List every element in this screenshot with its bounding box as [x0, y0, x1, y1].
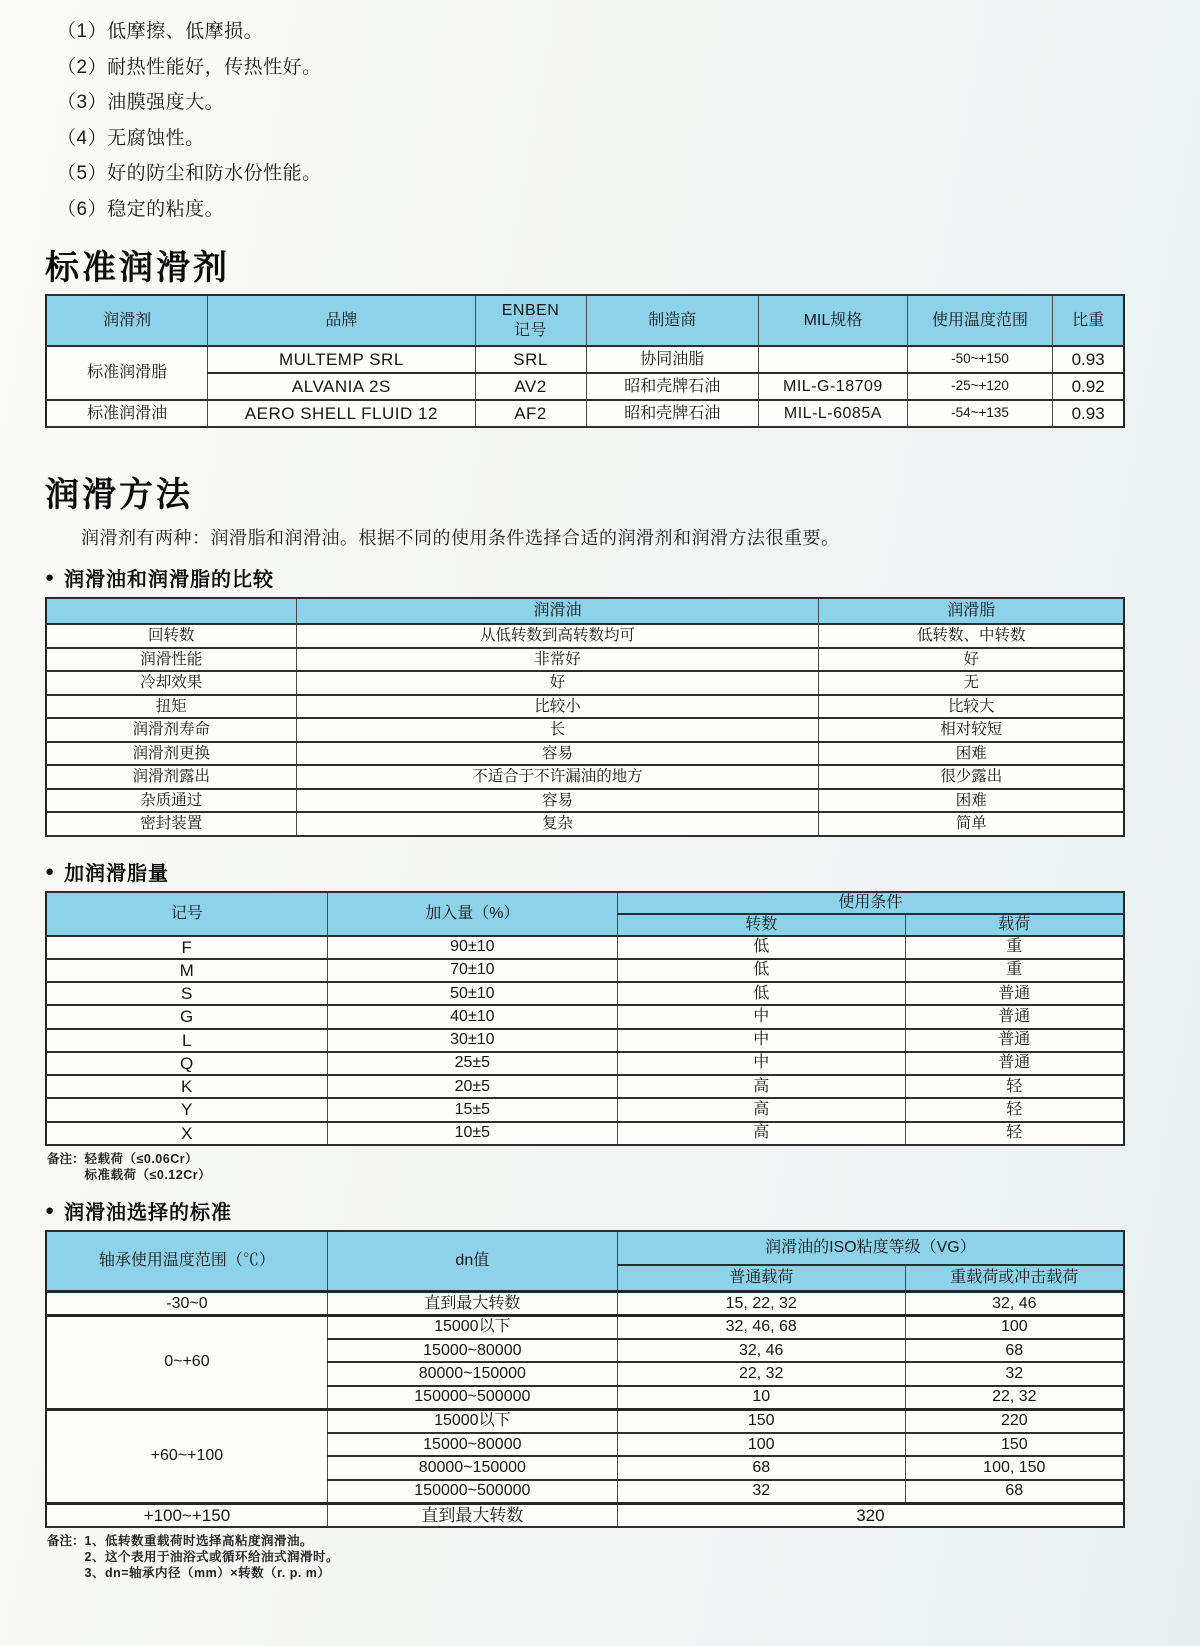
cell-lubricant-type: 标准润滑油	[46, 400, 208, 427]
cell-amount: 15±5	[327, 1098, 617, 1121]
col-header-amount: 加入量（%）	[327, 892, 617, 936]
table-row	[46, 373, 1124, 400]
cell-combined-load: 320	[617, 1503, 1124, 1527]
cell-heavy-load: 100	[905, 1315, 1124, 1339]
table-row	[46, 765, 1124, 789]
cell-specific-gravity: 0.93	[1053, 400, 1124, 427]
table-header-row	[46, 892, 1124, 914]
cell-temp-range: +100~+150	[46, 1503, 327, 1527]
table-row	[46, 1052, 1124, 1075]
cell-manufacturer: 协同油脂	[586, 346, 758, 373]
subsection-heading-grease-amount	[45, 857, 1125, 886]
cell-amount: 90±10	[327, 936, 617, 959]
cell-amount: 30±10	[327, 1029, 617, 1052]
cell-manufacturer: 昭和壳牌石油	[586, 400, 758, 427]
cell-load: 轻	[905, 1075, 1124, 1098]
cell-normal-load: 22, 32	[617, 1362, 905, 1386]
cell-heavy-load: 100, 150	[905, 1456, 1124, 1480]
cell-normal-load: 10	[617, 1386, 905, 1410]
col-header-oil: 润滑油	[296, 598, 819, 624]
cell-speed: 高	[617, 1075, 905, 1098]
cell-load: 轻	[905, 1122, 1124, 1145]
cell-load: 重	[905, 959, 1124, 982]
bullet-icon: ●	[45, 569, 56, 586]
cell-amount: 10±5	[327, 1122, 617, 1145]
cell-item: 润滑剂露出	[46, 765, 296, 789]
cell-item: 扭矩	[46, 695, 296, 719]
col-header-specific-gravity: 比重	[1053, 295, 1124, 346]
table-row	[46, 789, 1124, 813]
table-row	[46, 648, 1124, 672]
note-line: 轻载荷（≤0.06Cr）	[84, 1151, 199, 1166]
cell-heavy-load: 68	[905, 1339, 1124, 1363]
cell-normal-load: 68	[617, 1456, 905, 1480]
cell-oil: 好	[296, 671, 819, 695]
cell-temp-range: +60~+100	[46, 1409, 327, 1503]
note-line: 2、这个表用于油浴式或循环给油式润滑时。	[84, 1550, 339, 1564]
cell-oil: 非常好	[296, 648, 819, 672]
cell-temp-range: -25~+120	[907, 373, 1053, 400]
table-row	[46, 812, 1124, 836]
table-row	[46, 959, 1124, 982]
cell-oil: 容易	[296, 789, 819, 813]
cell-amount: 20±5	[327, 1075, 617, 1098]
cell-grease: 困难	[819, 742, 1124, 766]
note-line: 1、低转数重载荷时选择高粘度润滑油。	[84, 1534, 313, 1548]
cell-oil: 长	[296, 718, 819, 742]
cell-grease: 很少露出	[819, 765, 1124, 789]
col-header-blank	[46, 598, 296, 624]
table-row	[46, 695, 1124, 719]
cell-code: F	[46, 936, 327, 959]
cell-enben-code: AF2	[475, 400, 586, 427]
cell-dn: 15000以下	[327, 1409, 617, 1433]
cell-normal-load: 15, 22, 32	[617, 1292, 905, 1316]
table-header-row	[46, 1231, 1124, 1265]
cell-dn: 直到最大转数	[327, 1503, 617, 1527]
col-header-heavy-load: 重载荷或冲击载荷	[905, 1265, 1124, 1292]
note-line: 3、dn=轴承内径（mm）×转数（r. p. m）	[84, 1566, 331, 1580]
table-row	[46, 1098, 1124, 1121]
cell-speed: 高	[617, 1098, 905, 1121]
subsection-heading-label: 润滑油和润滑脂的比较	[64, 569, 275, 591]
cell-load: 普通	[905, 982, 1124, 1005]
cell-item: 润滑性能	[46, 648, 296, 672]
cell-grease: 好	[819, 648, 1124, 672]
cell-code: Y	[46, 1098, 327, 1121]
cell-dn: 80000~150000	[327, 1456, 617, 1480]
cell-temp-range: -50~+150	[907, 346, 1053, 373]
cell-normal-load: 150	[617, 1409, 905, 1433]
cell-load: 普通	[905, 1029, 1124, 1052]
cell-heavy-load: 220	[905, 1409, 1124, 1433]
cell-dn: 15000~80000	[327, 1433, 617, 1457]
table-row	[46, 671, 1124, 695]
cell-temp-range: 0~+60	[46, 1315, 327, 1409]
cell-item: 冷却效果	[46, 671, 296, 695]
cell-grease: 无	[819, 671, 1124, 695]
list-item: （5）好的防尘和防水份性能。	[57, 163, 322, 185]
list-item: （6）稳定的粘度。	[57, 198, 225, 220]
table-row	[46, 936, 1124, 959]
table-row	[46, 1315, 1124, 1339]
table-row	[46, 624, 1124, 648]
table-row	[46, 1029, 1124, 1052]
cell-mil-spec: MIL-G-18709	[759, 373, 908, 400]
oil-table-note	[47, 1533, 1125, 1581]
table-row	[46, 1503, 1124, 1527]
cell-code: X	[46, 1122, 327, 1145]
cell-dn: 150000~500000	[327, 1480, 617, 1504]
cell-temp-range: -54~+135	[907, 400, 1053, 427]
table-row	[46, 718, 1124, 742]
col-header-speed: 转数	[617, 914, 905, 936]
cell-mil-spec	[759, 346, 908, 373]
cell-load: 轻	[905, 1098, 1124, 1121]
cell-normal-load: 32, 46, 68	[617, 1315, 905, 1339]
cell-dn: 直到最大转数	[327, 1292, 617, 1316]
col-header-lubricant: 润滑剂	[46, 295, 208, 346]
cell-heavy-load: 22, 32	[905, 1386, 1124, 1410]
oil-grease-comparison-table	[45, 597, 1125, 837]
cell-specific-gravity: 0.92	[1053, 373, 1124, 400]
cell-code: M	[46, 959, 327, 982]
cell-lubricant-type: 标准润滑脂	[46, 346, 208, 400]
cell-item: 杂质通过	[46, 789, 296, 813]
cell-oil: 复杂	[296, 812, 819, 836]
cell-dn: 80000~150000	[327, 1362, 617, 1386]
cell-dn: 150000~500000	[327, 1386, 617, 1410]
cell-item: 润滑剂寿命	[46, 718, 296, 742]
cell-brand: ALVANIA 2S	[208, 373, 475, 400]
table-row	[46, 1005, 1124, 1028]
cell-dn: 15000~80000	[327, 1339, 617, 1363]
cell-item: 回转数	[46, 624, 296, 648]
cell-speed: 高	[617, 1122, 905, 1145]
cell-load: 普通	[905, 1052, 1124, 1075]
list-item: （3）油膜强度大。	[57, 92, 225, 114]
note-line: 标准载荷（≤0.12Cr）	[84, 1167, 212, 1182]
cell-item: 润滑剂更换	[46, 742, 296, 766]
col-header-code: 记号	[46, 892, 327, 936]
cell-grease: 低转数、中转数	[819, 624, 1124, 648]
cell-grease: 简单	[819, 812, 1124, 836]
col-header-bearing-temp: 轴承使用温度范围（℃）	[46, 1231, 327, 1292]
cell-amount: 40±10	[327, 1005, 617, 1028]
col-header-enben-code: ENBEN 记号	[475, 295, 586, 346]
grease-table-note	[47, 1151, 1125, 1183]
cell-heavy-load: 68	[905, 1480, 1124, 1504]
cell-brand: MULTEMP SRL	[208, 346, 475, 373]
cell-speed: 低	[617, 982, 905, 1005]
cell-speed: 中	[617, 1005, 905, 1028]
standard-lubricants-table	[45, 294, 1125, 428]
subsection-heading-oil-selection	[45, 1196, 1125, 1225]
cell-heavy-load: 32	[905, 1362, 1124, 1386]
cell-amount: 25±5	[327, 1052, 617, 1075]
cell-speed: 低	[617, 936, 905, 959]
table-row	[46, 1292, 1124, 1316]
subsection-heading-comparison	[45, 563, 1125, 592]
cell-code: K	[46, 1075, 327, 1098]
col-header-temp-range: 使用温度范围	[907, 295, 1053, 346]
col-header-load: 载荷	[905, 914, 1124, 936]
cell-enben-code: AV2	[475, 373, 586, 400]
table-row	[46, 982, 1124, 1005]
lubrication-method-intro: 润滑剂有两种：润滑脂和润滑油。根据不同的使用条件选择合适的润滑剂和润滑方法很重要。	[81, 528, 840, 548]
table-row	[46, 1075, 1124, 1098]
cell-normal-load: 32, 46	[617, 1339, 905, 1363]
col-header-condition: 使用条件	[617, 892, 1124, 914]
table-header-row	[46, 598, 1124, 624]
table-header-row	[46, 295, 1124, 346]
cell-enben-code: SRL	[475, 346, 586, 373]
table-row	[46, 346, 1124, 373]
cell-grease: 相对较短	[819, 718, 1124, 742]
cell-code: Q	[46, 1052, 327, 1075]
bullet-icon: ●	[45, 862, 56, 880]
bullet-icon: ●	[45, 1201, 56, 1219]
cell-speed: 低	[617, 959, 905, 982]
col-header-dn-value: dn值	[327, 1231, 617, 1292]
cell-oil: 比较小	[296, 695, 819, 719]
cell-oil: 容易	[296, 742, 819, 766]
cell-normal-load: 32	[617, 1480, 905, 1504]
cell-amount: 50±10	[327, 982, 617, 1005]
cell-brand: AERO SHELL FLUID 12	[208, 400, 475, 427]
cell-heavy-load: 32, 46	[905, 1292, 1124, 1316]
col-header-grease: 润滑脂	[819, 598, 1124, 624]
cell-grease: 比较大	[819, 695, 1124, 719]
cell-speed: 中	[617, 1029, 905, 1052]
cell-load: 普通	[905, 1005, 1124, 1028]
table-row	[46, 400, 1124, 427]
cell-grease: 困难	[819, 789, 1124, 813]
list-item: （4）无腐蚀性。	[57, 127, 205, 149]
oil-selection-table	[45, 1230, 1125, 1528]
cell-item: 密封装置	[46, 812, 296, 836]
section-title-lubrication-method: 润滑方法	[45, 476, 193, 514]
table-row	[46, 742, 1124, 766]
cell-dn: 15000以下	[327, 1315, 617, 1339]
list-item: （2）耐热性能好，传热性好。	[57, 56, 322, 78]
col-header-manufacturer: 制造商	[586, 295, 758, 346]
table-row	[46, 1122, 1124, 1145]
col-header-brand: 品牌	[208, 295, 475, 346]
grease-amount-table	[45, 891, 1125, 1146]
cell-amount: 70±10	[327, 959, 617, 982]
cell-normal-load: 100	[617, 1433, 905, 1457]
cell-load: 重	[905, 936, 1124, 959]
section-title-standard-lubricants: 标准润滑剂	[45, 249, 230, 287]
subsection-heading-label: 润滑油选择的标准	[64, 1201, 233, 1224]
cell-oil: 从低转数到高转数均可	[296, 624, 819, 648]
cell-mil-spec: MIL-L-6085A	[759, 400, 908, 427]
cell-code: G	[46, 1005, 327, 1028]
col-header-mil-spec: MIL规格	[759, 295, 908, 346]
intro-list	[57, 12, 1125, 225]
note-label: 备注：	[47, 1151, 85, 1166]
subsection-heading-label: 加润滑脂量	[64, 862, 170, 885]
cell-manufacturer: 昭和壳牌石油	[586, 373, 758, 400]
cell-specific-gravity: 0.93	[1053, 346, 1124, 373]
table-row	[46, 1409, 1124, 1433]
cell-temp-range: -30~0	[46, 1292, 327, 1316]
cell-oil: 不适合于不许漏油的地方	[296, 765, 819, 789]
col-header-iso-grade: 润滑油的ISO粘度等级（VG）	[617, 1231, 1124, 1265]
note-label: 备注：	[47, 1534, 85, 1548]
col-header-normal-load: 普通载荷	[617, 1265, 905, 1292]
cell-code: L	[46, 1029, 327, 1052]
list-item: （1）低摩擦、低摩损。	[57, 21, 264, 43]
cell-speed: 中	[617, 1052, 905, 1075]
cell-heavy-load: 150	[905, 1433, 1124, 1457]
cell-code: S	[46, 982, 327, 1005]
